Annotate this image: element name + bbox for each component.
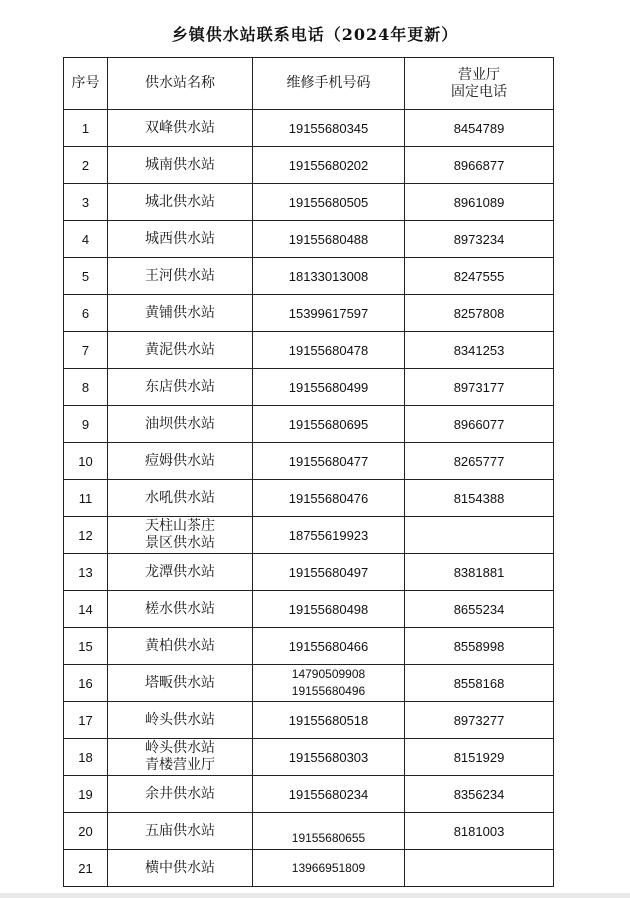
station-name-line: 天柱山茶庄	[145, 518, 215, 534]
station-name-line: 黄铺供水站	[145, 304, 215, 321]
station-name-line: 青楼营业厅	[145, 757, 215, 773]
office-phone: 8973277	[405, 702, 554, 739]
table-row	[64, 110, 554, 147]
row-index: 13	[64, 554, 108, 591]
row-index: 7	[64, 332, 108, 369]
row-index: 5	[64, 258, 108, 295]
repair-phone-number: 19155680234	[288, 786, 369, 802]
station-name-line: 塔畈供水站	[145, 674, 215, 691]
office-phone: 8973177	[405, 369, 554, 406]
row-index: 3	[64, 184, 108, 221]
office-phone: 8247555	[405, 258, 554, 295]
repair-phone	[253, 258, 405, 295]
repair-phone-number: 19155680695	[288, 416, 369, 432]
contact-table	[63, 57, 554, 887]
repair-phone	[253, 591, 405, 628]
table-row	[64, 480, 554, 517]
station-name	[108, 665, 253, 702]
table-row	[64, 813, 554, 850]
repair-phone	[253, 850, 405, 887]
table-row	[64, 147, 554, 184]
station-name	[108, 813, 253, 850]
row-index: 14	[64, 591, 108, 628]
station-name-line: 黄泥供水站	[145, 341, 215, 358]
table-row	[64, 221, 554, 258]
repair-phone-number: 18755619923	[288, 527, 369, 543]
repair-phone	[253, 443, 405, 480]
page-title: 乡镇供水站联系电话（2024年更新）	[171, 25, 459, 44]
table-row	[64, 591, 554, 628]
station-name	[108, 369, 253, 406]
table-row	[64, 332, 554, 369]
office-phone: 8341253	[405, 332, 554, 369]
station-name	[108, 776, 253, 813]
station-name-line: 水吼供水站	[145, 489, 215, 506]
repair-phone-number: 15399617597	[288, 305, 369, 321]
station-name	[108, 258, 253, 295]
table-row	[64, 776, 554, 813]
station-name-line: 横中供水站	[145, 859, 215, 876]
office-phone: 8558998	[405, 628, 554, 665]
office-phone: 8265777	[405, 443, 554, 480]
station-name	[108, 702, 253, 739]
repair-phone-number: 19155680478	[288, 342, 369, 358]
repair-phone	[253, 295, 405, 332]
office-phone: 8154388	[405, 480, 554, 517]
table-row	[64, 739, 554, 776]
row-index: 6	[64, 295, 108, 332]
office-phone: 8966877	[405, 147, 554, 184]
repair-phone-number: 19155680345	[288, 120, 369, 136]
office-phone: 8966077	[405, 406, 554, 443]
station-name-line: 龙潭供水站	[145, 563, 215, 580]
repair-phone	[253, 739, 405, 776]
row-index: 16	[64, 665, 108, 702]
repair-phone	[253, 221, 405, 258]
repair-phone-number: 19155680518	[288, 712, 369, 728]
header-station-name: 供水站名称	[108, 58, 253, 110]
repair-phone-number: 19155680498	[288, 601, 369, 617]
table-row	[64, 258, 554, 295]
station-name-line: 槎水供水站	[145, 600, 215, 617]
repair-phone-number: 19155680303	[288, 749, 369, 765]
station-name	[108, 221, 253, 258]
repair-phone-number: 19155680476	[288, 490, 369, 506]
station-name-line: 余井供水站	[145, 785, 215, 802]
row-index: 1	[64, 110, 108, 147]
repair-phone	[253, 332, 405, 369]
repair-phone-number: 13966951809	[291, 860, 366, 875]
repair-phone-number: 19155680466	[288, 638, 369, 654]
station-name-line: 双峰供水站	[145, 119, 215, 136]
station-name-line: 城北供水站	[145, 193, 215, 210]
office-phone: 8558168	[405, 665, 554, 702]
office-phone: 8961089	[405, 184, 554, 221]
repair-phone-number: 19155680477	[288, 453, 369, 469]
table-row	[64, 628, 554, 665]
row-index: 2	[64, 147, 108, 184]
table-body	[64, 110, 554, 887]
header-repair-phone: 维修手机号码	[253, 58, 405, 110]
station-name	[108, 147, 253, 184]
station-name	[108, 184, 253, 221]
repair-phone	[253, 665, 405, 702]
station-name-line: 城南供水站	[145, 156, 215, 173]
office-phone: 8181003	[405, 813, 554, 850]
station-name-line: 岭头供水站	[145, 740, 215, 756]
row-index: 11	[64, 480, 108, 517]
station-name-line: 黄柏供水站	[145, 637, 215, 654]
repair-phone	[253, 776, 405, 813]
repair-phone	[253, 184, 405, 221]
repair-phone	[253, 480, 405, 517]
bottom-scrollbar-track	[0, 893, 630, 898]
station-name	[108, 480, 253, 517]
table-row	[64, 850, 554, 887]
station-name	[108, 850, 253, 887]
station-name	[108, 517, 253, 554]
table-row	[64, 702, 554, 739]
office-phone: 8257808	[405, 295, 554, 332]
repair-phone-number: 19155680488	[288, 231, 369, 247]
row-index: 15	[64, 628, 108, 665]
station-name-line: 油坝供水站	[145, 415, 215, 432]
station-name-line: 王河供水站	[145, 267, 215, 284]
header-row	[64, 58, 554, 110]
row-index: 8	[64, 369, 108, 406]
office-phone: 8454789	[405, 110, 554, 147]
station-name-line: 城西供水站	[145, 230, 215, 247]
repair-phone	[253, 628, 405, 665]
row-index: 17	[64, 702, 108, 739]
repair-phone-number: 19155680497	[288, 564, 369, 580]
station-name-line: 景区供水站	[145, 535, 215, 551]
office-phone	[405, 517, 554, 554]
row-index: 4	[64, 221, 108, 258]
office-phone: 8973234	[405, 221, 554, 258]
office-phone	[405, 850, 554, 887]
repair-phone-number: 19155680499	[288, 379, 369, 395]
header-index: 序号	[64, 58, 108, 110]
repair-phone-number: 18133013008	[288, 268, 369, 284]
office-phone: 8381881	[405, 554, 554, 591]
row-index: 21	[64, 850, 108, 887]
repair-phone-number: 19155680655	[291, 830, 366, 845]
table-row	[64, 295, 554, 332]
repair-phone	[253, 369, 405, 406]
station-name	[108, 554, 253, 591]
row-index: 18	[64, 739, 108, 776]
office-phone: 8356234	[405, 776, 554, 813]
station-name-line: 五庙供水站	[145, 822, 215, 839]
station-name	[108, 110, 253, 147]
station-name	[108, 591, 253, 628]
repair-phone	[253, 406, 405, 443]
row-index: 12	[64, 517, 108, 554]
station-name	[108, 739, 253, 776]
station-name-line: 痘姆供水站	[145, 452, 215, 469]
station-name	[108, 295, 253, 332]
repair-phone	[253, 554, 405, 591]
row-index: 10	[64, 443, 108, 480]
row-index: 20	[64, 813, 108, 850]
header-office-phone	[405, 58, 554, 110]
table-row	[64, 184, 554, 221]
table-row	[64, 554, 554, 591]
station-name-line: 东店供水站	[145, 378, 215, 395]
table-row	[64, 406, 554, 443]
repair-phone	[253, 517, 405, 554]
table-row	[64, 665, 554, 702]
office-phone: 8151929	[405, 739, 554, 776]
repair-phone-number: 19155680505	[288, 194, 369, 210]
table-row	[64, 517, 554, 554]
table-row	[64, 443, 554, 480]
repair-phone-number: 14790509908	[291, 667, 366, 681]
station-name-line: 岭头供水站	[145, 711, 215, 728]
station-name	[108, 443, 253, 480]
header-office-phone-line2: 固定电话	[451, 83, 507, 100]
office-phone: 8655234	[405, 591, 554, 628]
header-office-phone-line1: 营业厅	[458, 66, 500, 83]
repair-phone	[253, 147, 405, 184]
station-name	[108, 406, 253, 443]
repair-phone-number: 19155680202	[288, 157, 369, 173]
repair-phone-number: 19155680496	[291, 684, 366, 698]
station-name	[108, 628, 253, 665]
row-index: 9	[64, 406, 108, 443]
repair-phone	[253, 813, 405, 850]
table-row	[64, 369, 554, 406]
repair-phone	[253, 702, 405, 739]
repair-phone	[253, 110, 405, 147]
row-index: 19	[64, 776, 108, 813]
station-name	[108, 332, 253, 369]
